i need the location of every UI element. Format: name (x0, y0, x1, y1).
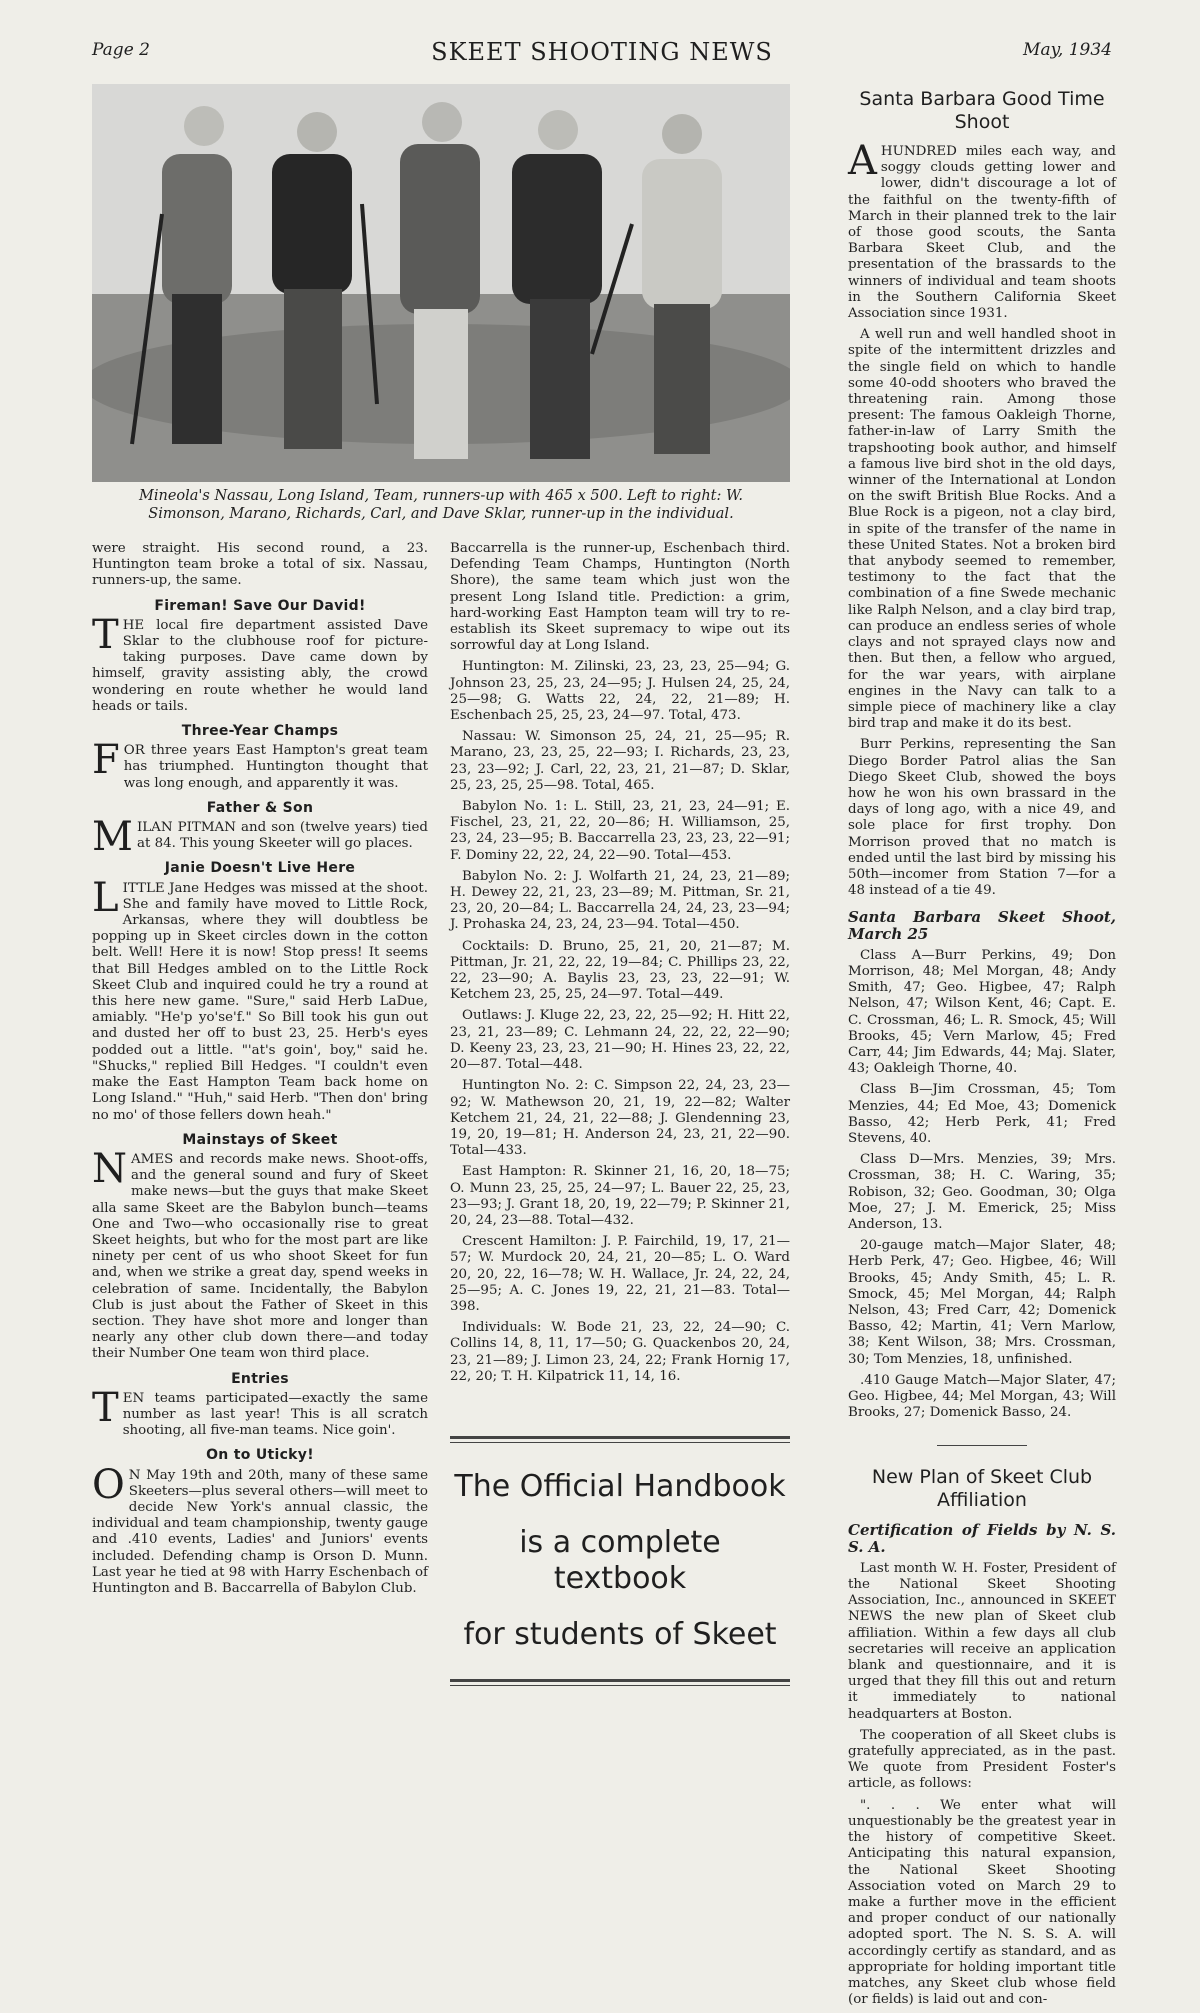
team-score-east-hampton: East Hampton: R. Skinner 21, 16, 20, 18—75; O. Munn 23, 25, 25, 24—97; L. Bauer 22, 25, 23, 23—93; J. Grant 18, 20, 19, 22—79; P. Skinner 21, 20, 24, 23—88. Total—432. (450, 1164, 790, 1228)
column-left (92, 541, 428, 1602)
section-body-champs: FOR three years East Hampton's great team has triumphed. Huntington thought that was long enough, and apparently it was. (92, 737, 428, 791)
team-score-babylon-2: Babylon No. 2: J. Wolfarth 21, 24, 23, 21—89; H. Dewey 22, 21, 23, 23—89; M. Pittman, Sr. 21, 23, 20, 20—84; L. Baccarrella 24, 24, 23, 23—94; J. Prohaska 24, 23, 24, 23—94. Total—450. (450, 868, 790, 933)
section-heading-father-son: Father & Son (206, 799, 314, 816)
affiliation-subtitle: Certification of Fields by N. S. S. A. (848, 1521, 1116, 1556)
results-class-b: Class B—Jim Crossman, 45; Tom Menzies, 44; Ed Moe, 43; Domenick Basso, 42; Herb Perk, 41; Fred Stevens, 40. (848, 1082, 1116, 1146)
article-title-santa-barbara: Santa Barbara Good Time Shoot (859, 88, 1105, 133)
section-body-uticky: O N May 19th and 20th, many of these same Skeeters—plus several others—will meet to decide New York's annual classic, the individual and team championship, twenty gauge and .410 events, Ladies' and Juniors' events included. Defending champ is Orson D. Munn. Last year he tied at 98 with Harry Eschenbach of Huntington and B. Baccarrella of Babylon Club. (92, 1461, 428, 1596)
section-heading-champs: Three-Year Champs (181, 723, 339, 740)
ad-top-rule (450, 1436, 790, 1443)
page-number: Page 2 (92, 40, 150, 60)
section-heading-mainstays: Mainstays of Skeet (182, 1131, 338, 1148)
section-heading-entries: Entries (231, 1370, 289, 1387)
section-heading-janie: Janie Doesn't Live Here (164, 860, 356, 877)
section-heading-fireman: Fireman! Save Our David! (154, 597, 366, 614)
handbook-advertisement (450, 1436, 790, 1652)
section-body-mainstays: NAMES and records make news. Shoot-offs, and the general sound and fury of Skeet make news—but the guys that make Skeet alla same Skeet are the Babylon bunch—teams One and Two—who occasionally rise to great Skeet heights, but who for the most part are like ninety per cent of us who shoot Skeet for fun and, when we strike a great day, spend weeks in celebration of same. Incidentally, the Babylon Club is just about the Father of Skeet in this section. They have shot more and longer than nearly any other club down there—and today their Number One team won third place. (92, 1145, 428, 1362)
article-title-affiliation: New Plan of Skeet Club Affiliation (871, 1466, 1093, 1512)
team-score-nassau: Nassau: W. Simonson 25, 24, 21, 25—95; R. Marano, 23, 23, 25, 22—93; I. Richards, 23, 23, 23, 23—92; J. Carl, 22, 23, 21, 21—87; D. Sklar, 25, 23, 25, 25—98. Total, 465. (450, 729, 790, 793)
ad-line-1: The Official Handbook (454, 1469, 786, 1504)
drop-cap: M (92, 814, 133, 861)
team-score-huntington-2: Huntington No. 2: C. Simpson 22, 24, 23, 23—92; W. Mathewson 20, 21, 19, 22—82; Walter Ketchem 21, 24, 21, 22—88; J. Glendenning 23, 19, 20, 19—81; H. Anderson 24, 23, 21, 22—90. Total—433. (450, 1078, 790, 1159)
santa-barbara-lead: AHUNDRED miles each way, and soggy clouds getting lower and lower, didn't discourage a lot of the faithful on the twenty-fifth of March in their planned trek to the lair of those good scouts, the Santa Barbara Skeet Club, and the presentation of the brassards to the winners of individual and team shoots in the Southern California Skeet Association since 1931. (848, 138, 1116, 322)
results-class-d: Class D—Mrs. Menzies, 39; Mrs. Crossman, 38; H. C. Waring, 35; Robison, 32; Geo. Goodman, 30; Olga Moe, 27; J. M. Emerick, 25; Miss Anderson, 13. (848, 1152, 1116, 1232)
affiliation-quote: ". . . We enter what will unquestionably be the greatest year in the history of competitive Skeet. Anticipating this natural expansion, the National Skeet Shooting Association voted on March 29 to make a further move in the efficient and proper conduct of our nationally adopted sport. The N. S. S. A. will accordingly certify as standard, and as appropriate for holding important title matches, any Skeet club whose field (or fields) is laid out and con- (848, 1797, 1116, 2008)
article-divider (937, 1445, 1027, 1446)
ad-bottom-rule (450, 1679, 790, 1686)
team-score-cocktails: Cocktails: D. Bruno, 25, 21, 20, 21—87; M. Pittman, Jr. 21, 22, 22, 19—84; C. Phillips 23, 22, 22, 23—90; A. Baylis 23, 23, 23, 22—91; W. Ketchem 23, 25, 25, 24—97. Total—449. (450, 938, 790, 1003)
santa-barbara-body-1: A well run and well handled shoot in spite of the intermittent drizzles and the single field on which to handle some 40-odd shooters who braved the threatening rain. Among those present: The famous Oakleigh Thorne, father-in-law of Larry Smith the trapshooting book author, and himself a famous live bird shot in the old days, winner of the International at London on the swift British Blue Rocks. And a Blue Rock is a pigeon, not a clay bird, in spite of the transfer of the name in these United States. Not a broken bird that anybody seemed to remember, testimony to the fact that the combination of a fine Swede mechanic like Ralph Nelson, and a clay bird trap, can produce an endless series of whole clays and not sprayed clays now and then. But then, a fellow who argued, for the war years, with airplane engines in the Navy can talk to a simple piece of machinery like a clay bird trap and make it do its best. (848, 327, 1116, 732)
column-middle (450, 541, 790, 1390)
drop-cap: N (92, 1145, 127, 1192)
drop-cap: F (92, 737, 120, 784)
photo-caption (92, 487, 790, 523)
publication-title: SKEET SHOOTING NEWS (431, 38, 773, 66)
column-right (848, 88, 1116, 2013)
team-score-huntington: Huntington: M. Zilinski, 23, 23, 23, 25—94; G. Johnson 23, 25, 23, 24—95; J. Hulsen 24, 25, 24, 25—98; G. Watts 22, 24, 22, 21—89; H. Eschenbach 25, 25, 23, 24—97. Total, 473. (450, 659, 790, 724)
individual-scores: Individuals: W. Bode 21, 23, 22, 24—90; C. Collins 14, 8, 11, 17—50; G. Quackenbos 20, 24, 23, 21—89; J. Limon 23, 24, 22; Frank Hornig 17, 22, 20; T. H. Kilpatrick 11, 14, 16. (450, 1320, 790, 1384)
ad-line-2: is a complete textbook (519, 1525, 721, 1596)
section-body-fireman: THE local fire department assisted Dave Sklar to the clubhouse roof for picture-taking purposes. Dave came down by himself, gravity assisting ably, the crowd wondering en route whether he would land heads or tails. (92, 611, 428, 714)
affiliation-body-2: The cooperation of all Skeet clubs is gratefully appreciated, as in the past. We quote from President Foster's article, as follows: (848, 1727, 1116, 1792)
team-score-babylon-1: Babylon No. 1: L. Still, 23, 21, 23, 24—91; E. Fischel, 23, 21, 22, 20—86; H. Williamson, 25, 23, 24, 23—95; B. Baccarrella 23, 23, 23, 22—91; F. Dominy 22, 22, 24, 22—90. Total—453. (450, 799, 790, 863)
section-body-father-son: MILAN PITMAN and son (twelve years) tied at 84. This young Skeeter will go places. (92, 814, 428, 861)
drop-cap: O (92, 1461, 125, 1508)
drop-cap: T (92, 611, 119, 658)
results-class-a: Class A—Burr Perkins, 49; Don Morrison, 48; Mel Morgan, 48; Andy Smith, 47; Geo. Higbee, 47; Ralph Nelson, 47; Wilson Kent, 46; Capt. E. C. Crossman, 46; L. R. Smock, 45; Will Brooks, 45; Vern Marlow, 45; Fred Carr, 44; Jim Edwards, 44; Maj. Slater, 43; Oakleigh Thorne, 40. (848, 947, 1116, 1077)
santa-barbara-body-2: Burr Perkins, representing the San Diego Border Patrol alias the San Diego Skeet Club, showed the boys how he won his own brassard in the days of long ago, with a nice 49, and sole place for first trophy. Don Morrison proved that no match is ended until the last bird by missing his 50th—incomer from Station 7—for a 48 instead of a tie 49. (848, 737, 1116, 899)
results-subtitle: Santa Barbara Skeet Shoot, March 25 (848, 908, 1116, 943)
affiliation-body-1: Last month W. H. Foster, President of the National Skeet Shooting Association, Inc., announced in SKEET NEWS the new plan of Skeet club affiliation. Within a few days all club secretaries will receive an application blank and questionnaire, and it is urged that they fill this out and return it immediately to national headquarters at Boston. (848, 1560, 1116, 1722)
intro-paragraph: were straight. His second round, a 23. Huntington team broke a total of six. Nassau, runners-up, the same. (92, 541, 428, 589)
photo-caption-line-1: Mineola's Nassau, Long Island, Team, runners-up with 465 x 500. Left to right: W. (139, 488, 743, 504)
drop-cap: L (92, 874, 119, 921)
section-heading-uticky: On to Uticky! (206, 1447, 314, 1464)
photo-caption-line-2: Simonson, Marano, Richards, Carl, and Dave Sklar, runner-up in the individual. (148, 506, 734, 522)
ad-line-3: for students of Skeet (463, 1617, 777, 1652)
team-score-crescent-hamilton: Crescent Hamilton: J. P. Fairchild, 19, 17, 21—57; W. Murdock 20, 24, 21, 20—85; L. O. Ward 20, 20, 22, 16—78; W. H. Wallace, Jr. 24, 22, 24, 25—95; A. C. Jones 19, 22, 21, 21—83. Total—398. (450, 1234, 790, 1314)
section-body-janie: LITTLE Jane Hedges was missed at the shoot. She and family have moved to Little Rock, Arkansas, where they will doubtless be popping up in Skeet circles down in the cotton belt. Well! Here it is now! Stop press! It seems that Bill Hedges ambled on to the Little Rock Skeet Club and inquired could he try a round at this here new game. "Sure," said Herb LaDue, amiably. "He'p yo'se'f." So Bill took his gun out and dusted her off to bust 23, 25. Herb's eyes podded out a little. "'at's goin', boy," said he. "Shucks," replied Bill Hedges. "I couldn't even make the East Hampton Team back home on Long Island." "Huh," said Herb. "Then don' bring no mo' of those fellers down heah." (92, 874, 428, 1123)
team-score-outlaws: Outlaws: J. Kluge 22, 23, 22, 25—92; H. Hitt 22, 23, 21, 23—89; C. Lehmann 24, 22, 22, 22—90; D. Keeny 23, 23, 23, 21—90; H. Hines 23, 22, 22, 20—87. Total—448. (450, 1008, 790, 1073)
prediction-paragraph: Baccarrella is the runner-up, Eschenbach third. Defending Team Champs, Huntington (North Shore), the same team which just won the present Long Island title. Prediction: a grim, hard-working East Hampton team will try to re-establish its Skeet supremacy to wipe out its sorrowful day at Long Island. (450, 541, 790, 654)
section-body-entries: TEN teams participated—exactly the same number as last year! This is all scratch shooting, all five-man teams. Nice goin'. (92, 1384, 428, 1439)
results-410-gauge: .410 Gauge Match—Major Slater, 47; Geo. Higbee, 44; Mel Morgan, 43; Will Brooks, 27; Domenick Basso, 24. (848, 1372, 1116, 1421)
drop-cap: T (92, 1384, 119, 1431)
team-photo-illustration (92, 84, 790, 482)
team-photo (92, 84, 790, 482)
drop-cap: A (848, 138, 877, 184)
masthead (92, 38, 1112, 72)
issue-date: May, 1934 (1023, 40, 1112, 60)
results-20-gauge: 20-gauge match—Major Slater, 48; Herb Perk, 47; Geo. Higbee, 46; Will Brooks, 45; Andy Smith, 45; L. R. Smock, 45; Mel Morgan, 44; Ralph Nelson, 43; Fred Carr, 42; Domenick Basso, 42; Martin, 41; Vern Marlow, 38; Kent Wilson, 38; Mrs. Crossman, 30; Tom Menzies, 18, unfinished. (848, 1238, 1116, 1367)
